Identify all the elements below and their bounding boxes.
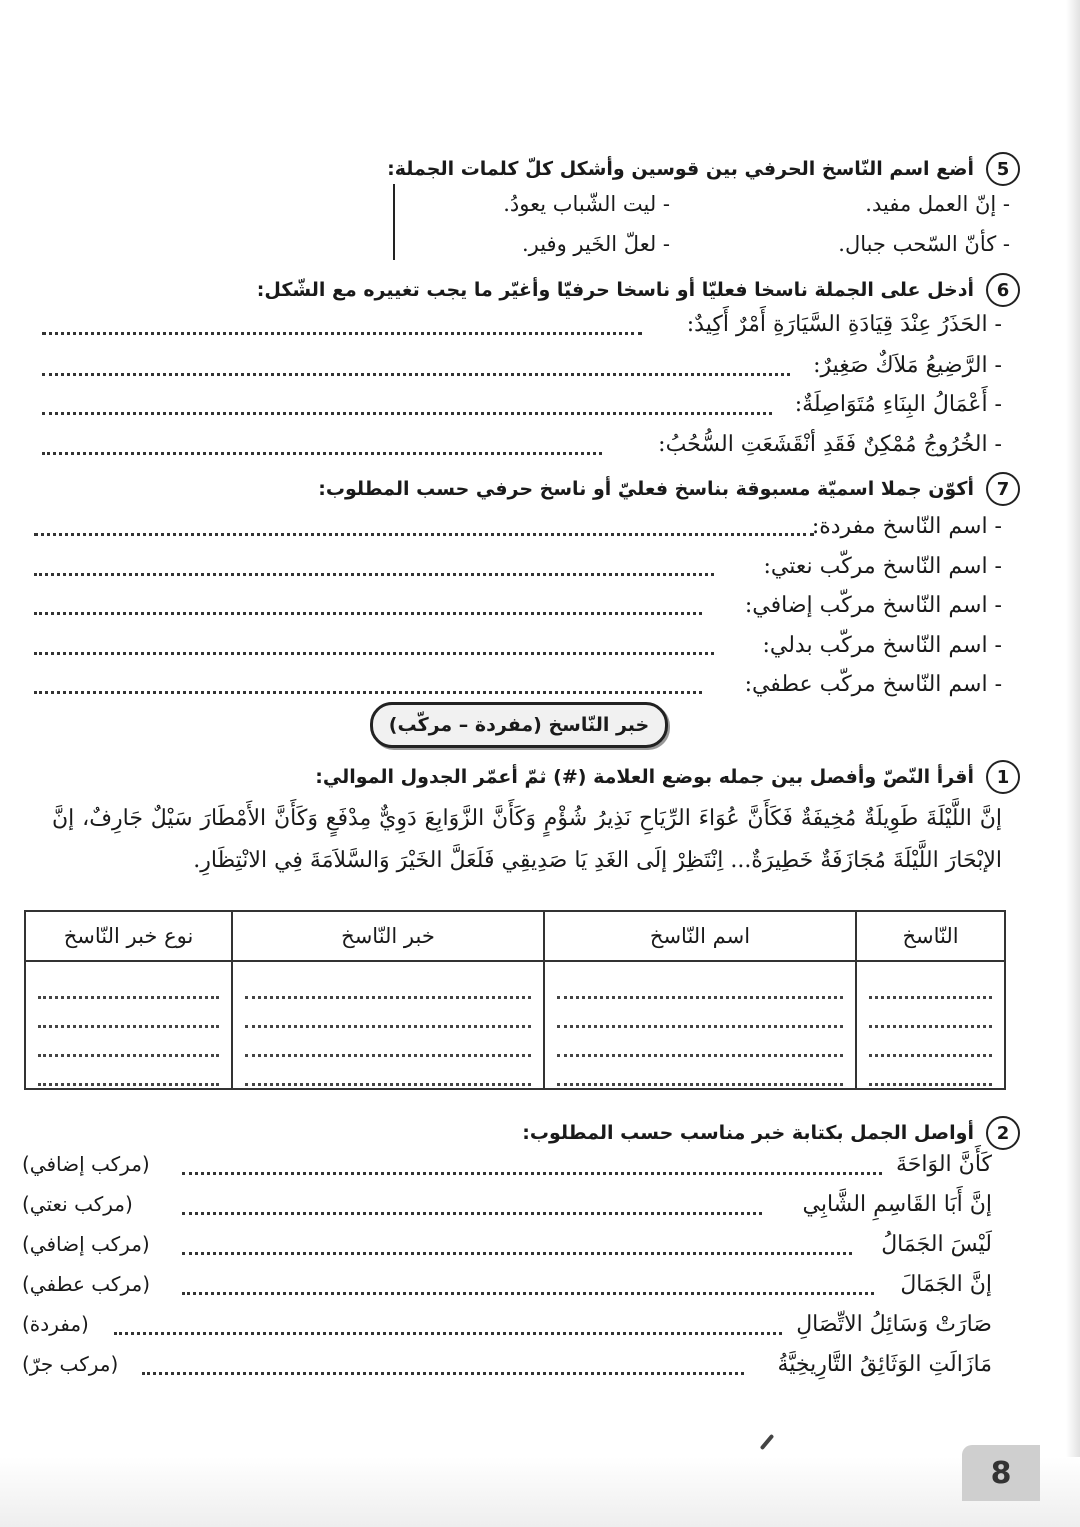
s2-sentence: إنَّ أَبَا القَاسِمِ الشَّابِي (802, 1192, 992, 1217)
pen-mark (760, 1434, 775, 1450)
s2-answer-line[interactable] (182, 1172, 882, 1175)
page-footer-band (0, 1457, 1080, 1527)
table-cell-naw[interactable] (25, 961, 232, 1089)
q7-number-badge: 7 (986, 472, 1020, 506)
q5-number-badge: 5 (986, 152, 1020, 186)
s2-answer-line[interactable] (182, 1292, 874, 1295)
q7-answer-line[interactable] (34, 573, 714, 576)
s2-header (522, 1116, 1020, 1150)
q6-item: - الرَّضِيعُ مَلاَكٌ صَغِيرٌ: (813, 353, 1002, 378)
q6-answer-line[interactable] (42, 452, 602, 455)
s2-sentence: صَارَتْ وَسَائِلُ الاتِّصَالِ (796, 1312, 992, 1337)
table-cell-ism[interactable] (544, 961, 856, 1089)
q6-item: - الخُرُوجُ مُمْكِنٌ فَقَدِ أنْقَشَعَتِ السُّحُبُ: (658, 432, 1002, 457)
s2-instruction: أواصل الجمل بكتابة خبر مناسب حسب المطلوب: (522, 1122, 974, 1144)
s1-answer-table (24, 910, 1006, 1090)
q7-header (318, 472, 1020, 506)
s2-item (22, 1192, 992, 1230)
table-header: اسم النّاسخ (544, 911, 856, 961)
table-header: النّاسخ (856, 911, 1005, 961)
q6-number-badge: 6 (986, 273, 1020, 307)
s2-number-badge: 2 (986, 1116, 1020, 1150)
q6-item: - الحَذَرُ عِنْدَ قِيَادَةِ السَّيَارَةِ أَمْرٌ أَكِيدٌ: (686, 312, 1002, 337)
q7-item: - اسم النّاسخ مركّب عطفي: (744, 672, 1002, 697)
s2-sentence: مَازَالَتِ الوَثَائِقُ التَّارِيخِيَّةُ (777, 1352, 992, 1377)
q5-sentence: - إنّ العمل مفيد. (865, 192, 1010, 216)
q5-header (387, 152, 1020, 186)
s2-hint: (مفردة) (22, 1312, 89, 1336)
page-number-box (962, 1445, 1040, 1501)
q7-item: - اسم النّاسخ مركّب بدلي: (762, 633, 1002, 658)
s2-sentence: إنَّ الجَمَالَ (900, 1272, 992, 1297)
table-header: نوع خبر النّاسخ (25, 911, 232, 961)
s2-hint: (مركب إضافي) (22, 1232, 150, 1256)
s2-item (22, 1272, 992, 1310)
q7-answer-line[interactable] (34, 612, 702, 615)
q6-header (257, 273, 1020, 307)
s2-item (22, 1352, 992, 1390)
q7-item: - اسم النّاسخ مفردة: (811, 514, 1002, 539)
q7-answer-line[interactable] (34, 652, 714, 655)
s1-header (315, 760, 1020, 794)
q6-answer-line[interactable] (42, 412, 772, 415)
s2-item (22, 1152, 992, 1190)
q5-left-column (380, 184, 670, 264)
table-header: خبر النّاسخ (232, 911, 544, 961)
q6-item: - أَعْمَالُ البِنَاءِ مُتَوَاصِلَةٌ: (794, 392, 1002, 417)
s2-hint: (مركب عطفي) (22, 1272, 150, 1296)
s2-sentence: لَيْسَ الجَمَالُ (881, 1232, 992, 1257)
table-row (25, 961, 1005, 1089)
s2-answer-line[interactable] (142, 1372, 744, 1375)
page-edge-shadow (1066, 0, 1080, 1527)
q5-instruction: أضع اسم النّاسخ الحرفي بين قوسين وأشكل كلّ كلمات الجملة: (387, 158, 974, 180)
s2-item (22, 1312, 992, 1350)
q6-answer-line[interactable] (42, 332, 642, 335)
page-number: 8 (990, 1455, 1012, 1491)
q5-sentences (420, 184, 1010, 264)
s2-hint: (مركب إضافي) (22, 1152, 150, 1176)
q6-instruction: أدخل على الجملة ناسخا فعليّا أو ناسخا حرفيّا وأغيّر ما يجب تغييره مع الشّكل: (256, 279, 974, 301)
s1-number-badge: 1 (986, 760, 1020, 794)
q7-instruction: أكوّن جملا اسميّة مسبوقة بناسخ فعليّ أو ناسخ حرفي حسب المطلوب: (318, 478, 974, 500)
table-cell-khabar[interactable] (232, 961, 544, 1089)
s2-sentence: كَأَنَّ الوَاحَةَ (895, 1152, 992, 1177)
s2-hint: (مركب نعتي) (22, 1192, 133, 1216)
section-title: خبر النّاسخ (مفردة – مركّب) (388, 714, 650, 736)
q6-answer-line[interactable] (42, 373, 790, 376)
s2-answer-line[interactable] (114, 1332, 782, 1335)
q5-column-divider (393, 184, 395, 260)
q7-answer-line[interactable] (34, 691, 702, 694)
s2-answer-line[interactable] (182, 1252, 852, 1255)
s2-item (22, 1232, 992, 1270)
table-cell-naskh[interactable] (856, 961, 1005, 1089)
s1-passage: إنَّ اللَّيْلَةَ طَوِيلَةٌ مُخِيفَةٌ فَكَأَنَّ عُوَاءَ الرِّيَاحِ نَذِيرُ شُؤْمٍ وَكَأَنَّ الزَّوَابِعَ دَوِيٌّ مِدْفَعٍ وَكَأَنَّ الأَمْطَارَ سَيْلٌ جَارِفٌ، إنَّ الإبْحَارَ اللَّيْلَةَ مُجَازَفَةٌ خَطِيرَةٌ... اِنْتَظِرْ إلَى الغَدِ يَا صَدِيقِي فَلَعَلَّ الخَيْرَ وَالسَّلاَمَةَ فِي الانْتِظَارِ. (52, 806, 1003, 873)
q5-sentence: - كأنّ السّحب جبال. (838, 232, 1010, 256)
q5-sentence: - لعلّ الخَير وفير. (521, 232, 670, 256)
q7-item: - اسم النّاسخ مركّب إضافي: (744, 593, 1002, 618)
s1-instruction: أقرأ النّصّ وأفصل بين جمله بوضع العلامة (#) ثمّ أعمّر الجدول الموالي: (315, 766, 974, 788)
s2-answer-line[interactable] (182, 1212, 762, 1215)
section-title-pill (370, 702, 668, 748)
q7-item: - اسم النّاسخ مركّب نعتي: (763, 554, 1002, 579)
s2-hint: (مركب جرّ) (22, 1352, 119, 1376)
q5-sentence: - ليت الشّباب يعودُ. (503, 192, 670, 216)
q5-right-column (720, 184, 1010, 264)
q7-answer-line[interactable] (34, 533, 814, 536)
